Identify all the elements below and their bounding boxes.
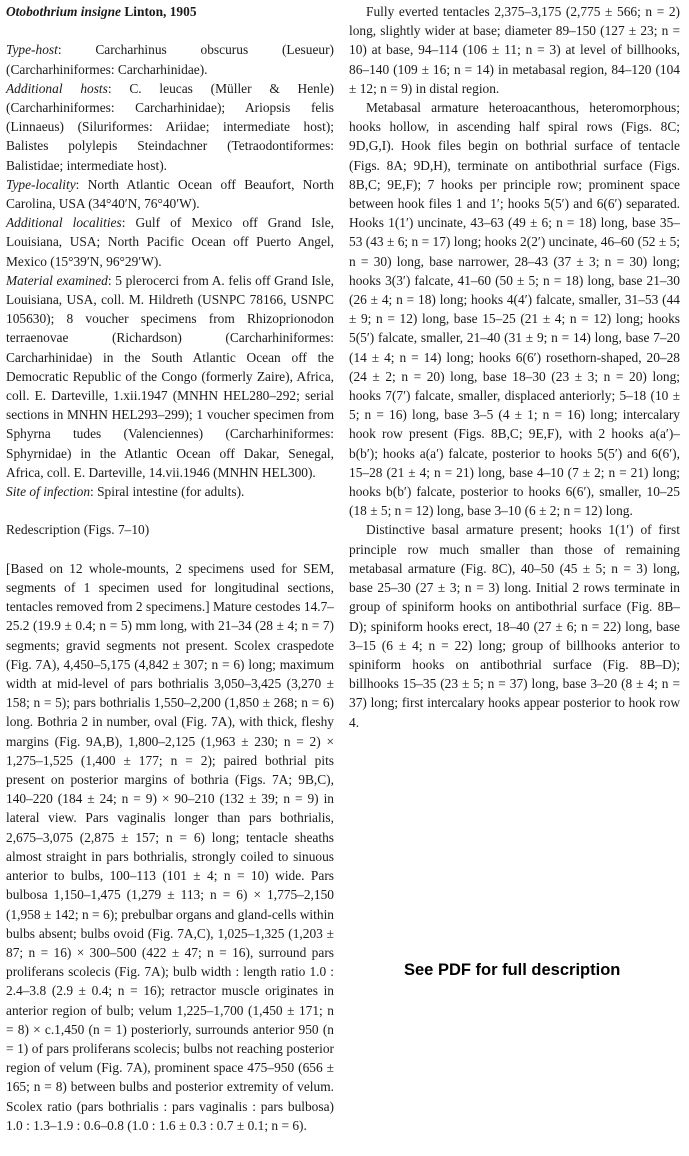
basal-armature-paragraph: Distinctive basal armature present; hooks 1(1′) of first principle row much smaller than those of remaining metabasal armature (Fig. 8C), 40–50 (45 ± 5; n = 3) long, base 25–30 (27 ± 3; n = 3) long. Initial 2 rows terminate in group of spiniform hooks on antibothrial surface (Fig. 8B–D); spiniform hooks erect, 18–40 (27 ± 6; n = 22) long, base 3–15 (6 ± 4; n = 22) long; group of billhooks anterior to spiniform hooks on antibothrial surface (Fig. 8B–D); billhooks 15–35 (23 ± 5; n = 37) long, base 3–20 (8 ± 4; n = 37) long; first intercalary hooks appear posterior to hook row 4.: [349, 522, 680, 730]
metabasal-armature-paragraph: Metabasal armature heteroacanthous, heteromorphous; hooks hollow, in ascending half spiral rows (Figs. 8C; 9D,G,I). Hook files begin on bothrial surface of tentacle (Figs. 8A; 9D,H), terminate on antibothrial surface (Figs. 8B,C; 9E,F); 7 hooks per principle row; prominent space between hook files 1 and 1′; hooks 5(5′) and 6(6′) separated. Hooks 1(1′) uncinate, 43–63 (49 ± 6; n = 18) long, base 35–53 (43 ± 6; n = 17) long; hooks 2(2′) uncinate, 46–60 (52 ± 5; n = 30) long, base narrower, 28–43 (37 ± 3; n = 30) long; hooks 3(3′) falcate, 41–60 (50 ± 5; n = 18) long, base 21–30 (26 ± 4; n = 18) long; hooks 4(4′) falcate, smaller, 31–53 (44 ± 9; n = 12) long, base 15–25 (21 ± 4; n = 12) long; hooks 5(5′) falcate, smaller, 21–40 (31 ± 9; n = 14) long, base 7–20 (14 ± 4; n = 14) long; hooks 6(6′) rosethorn-shaped, 20–28 (24 ± 2; n = 20) long, base 18–30 (23 ± 3; n = 20) long; hooks 7(7′) falcate, smaller, displaced anteriorly; 5–18 (10 ± 5; n = 16) long, base 3–5 (4 ± 1; n = 16) long; intercalary hook row present (Figs. 8B,C; 9E,F), with 2 hooks a(a′)–b(b′); hooks a(a′) falcate, posterior to hooks 5(5′) and 6(6′), 15–28 (21 ± 4; n = 21) long, base 4–10 (7 ± 2; n = 21) long; hooks b(b′) falcate, posterior to hooks 6(6′), smaller, 10–25 (18 ± 5; n = 12) long, base 3–10 (6 ± 2; n = 12) long.: [349, 100, 680, 519]
material-examined: Material examined: 5 plerocerci from A. felis off Grand Isle, Louisiana, USA, coll. M. Hildreth (USNPC 78166, USNPC 105630); 8 voucher specimens from Rhizoprionodon terraenovae (Richardson) (Carcharhiniformes: Carcharhinidae) in the South Atlantic Ocean off the Democratic Republic of the Congo (formerly Zaire), Africa, coll. E. Darteville, 1.xii.1947 (MNHN HEL280–292; serial sections in MNHN HEL293–299); 1 voucher specimen from Sphyrna tudes (Valenciennes) (Carcharhiniformes: Sphyrnidae) in the Atlantic Ocean off Dakar, Senegal, Africa, coll. E. Darteville, 14.vii.1946 (MNHN HEL300).: [6, 272, 334, 480]
species-name: Otobothrium insigne: [6, 4, 121, 19]
redescription-paragraph-1: [Based on 12 whole-mounts, 2 specimens used for SEM, segments of 1 specimen used for longitudinal sections, tentacles removed from 2 specimens.] Mature cestodes 14.7–25.2 (19.9 ± 0.4; n = 5) mm long, with 21–34 (28 ± 4; n = 7) segments; gravid segments not present. Scolex craspedote (Fig. 7A), 4,450–5,175 (4,842 ± 307; n = 6) long; maximum width at mid-level of pars bothrialis 3,050–3,425 (3,270 ± 158; n = 5); pars bothrialis 1,550–2,200 (1,850 ± 268; n = 6) long. Bothria 2 in number, oval (Fig. 7A), with thick, fleshy margins (Fig. 9A,B), 1,800–2,125 (1,963 ± 230; n = 2) × 1,275–1,525 (1,400 ± 177; n = 2); paired bothrial pits present on posterior margins of bothria (Figs. 7A; 9B,C), 140–220 (184 ± 24; n = 9) × 90–210 (132 ± 39; n = 9) in lateral view. Pars vaginalis longer than pars bothrialis, 2,675–3,075 (2,875 ± 157; n = 6) long; tentacle sheaths almost straight in pars bothrialis, strongly coiled to sinuous anterior to bulbs, 100–113 (101 ± 4; n = 10) wide. Pars bulbosa 1,150–1,475 (1,279 ± 113; n = 6) × 1,775–2,150 (1,958 ± 142; n = 6); prebulbar organs and gland-cells within bulbs absent; bulbs ovoid (Fig. 7A,C), 1,025–1,325 (1,203 ± 87; n = 16) × 300–500 (422 ± 47; n = 16), surround pars proliferans scolecis (Fig. 7A); bulb width : length ratio 1.0 : 2.4–3.8 (2.9 ± 0.4; n = 16); retractor muscle originates in anterior region of bulb; velum 1,225–1,700 (1,450 ± 171; n = 8) × c.1,450 (n = 1) posteriorly, surrounds anterior 950 (n = 1) of pars proliferans scolecis; bulbs not reaching posterior region of velum (Fig. 7A), prominent space 475–950 (656 ± 165; n = 8) between bulbs and posterior extremity of velum. Scolex ratio (pars bothrialis : pars vaginalis : pars bulbosa) 1.0 : 1.3–1.9 : 0.6–0.8 (1.0 : 1.6 ± 0.3 : 0.7 ± 0.1; n = 6).: [6, 560, 334, 1133]
site-of-infection: Site of infection: Spiral intestine (for adults).: [6, 484, 245, 500]
species-title: [6, 2, 334, 21]
species-authority: Linton, 1905: [124, 4, 197, 19]
left-column: [6, 2, 334, 1135]
type-host: Type-host: Carcharhinus obscurus (Lesueur) (Carcharhiniformes: Carcharhinidae).: [6, 42, 334, 77]
additional-hosts: Additional hosts: C. leucas (Müller & Henle) (Carcharhiniformes: Carcharhinidae); Ariopsis felis (Linnaeus) (Siluriformes: Ariidae; intermediate host); Balistes polylepis Steindachner (Tetraodontiformes: Balistidae; intermediate host).: [6, 80, 334, 173]
tentacle-paragraph: Fully everted tentacles 2,375–3,175 (2,775 ± 566; n = 2) long, slightly wider at base; diameter 89–150 (127 ± 23; n = 10) at base, 94–114 (106 ± 11; n = 3) at level of billhooks, 86–140 (109 ± 16; n = 14) in metabasal region, 84–120 (104 ± 12; n = 9) in distal region.: [349, 4, 680, 96]
type-locality: Type-locality: North Atlantic Ocean off Beaufort, North Carolina, USA (34°40′N, 76°40′W).: [6, 176, 334, 212]
right-column: [349, 2, 680, 732]
redescription-heading: Redescription (Figs. 7–10): [6, 522, 150, 538]
additional-localities: Additional localities: Gulf of Mexico off Grand Isle, Louisiana, USA; North Pacific Ocean off Puerto Angel, Mexico (15°39′N, 96°29′W).: [6, 215, 334, 269]
see-pdf-note: See PDF for full description: [404, 961, 621, 979]
